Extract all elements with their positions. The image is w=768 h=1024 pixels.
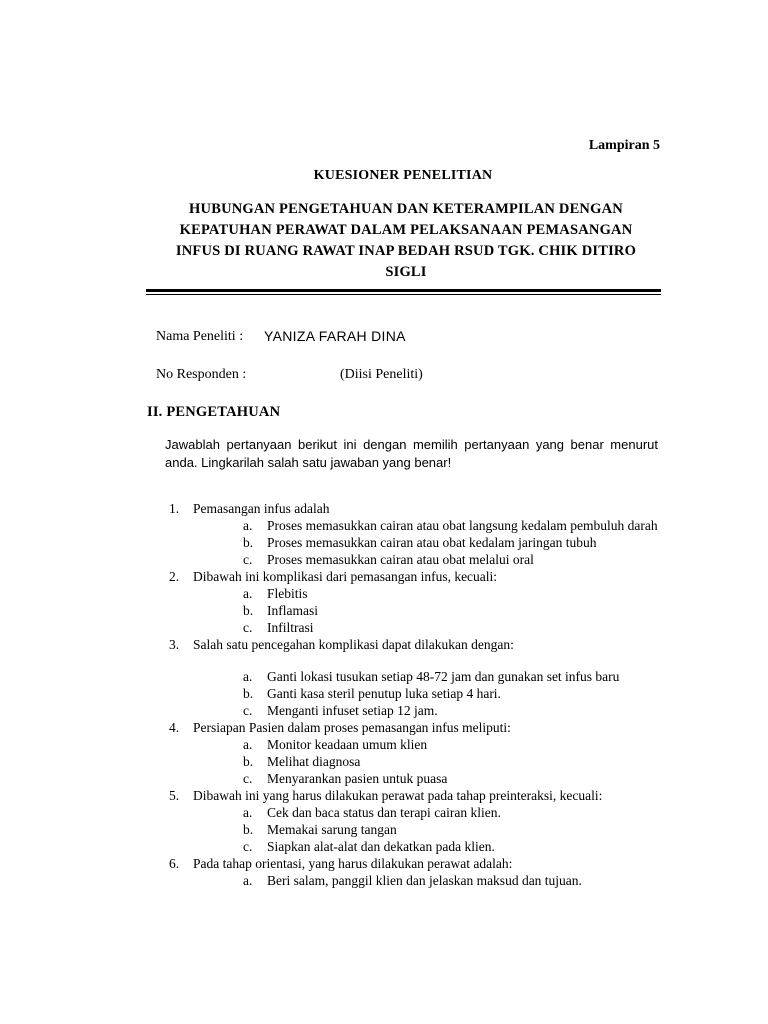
question-text: Pemasangan infus adalah: [193, 501, 330, 516]
option-text: Proses memasukkan cairan atau obat melalui oral: [267, 552, 534, 567]
answer-option[interactable]: [193, 770, 659, 787]
answer-option[interactable]: [193, 872, 659, 889]
question-text: Salah satu pencegahan komplikasi dapat dilakukan dengan:: [193, 637, 514, 652]
title-line: HUBUNGAN PENGETAHUAN DAN KETERAMPILAN DENGAN: [189, 201, 623, 217]
option-text: Memakai sarung tangan: [267, 822, 397, 837]
option-letter: c.: [243, 552, 253, 567]
answer-option[interactable]: [193, 838, 659, 855]
questionnaire-heading: KUESIONER PENELITIAN: [313, 168, 493, 183]
option-letter: b.: [243, 603, 254, 618]
option-text: Proses memasukkan cairan atau obat langsung kedalam pembuluh darah: [267, 518, 658, 533]
option-letter: a.: [243, 873, 253, 888]
option-text: Cek dan baca status dan terapi cairan klien.: [267, 805, 501, 820]
question-number: 4.: [169, 720, 180, 735]
question-item: [165, 500, 659, 568]
option-list: [193, 872, 659, 889]
research-title: [140, 199, 672, 283]
option-letter: c.: [243, 703, 253, 718]
title-line: INFUS DI RUANG RAWAT INAP BEDAH RSUD TGK. CHIK DITIRO: [175, 243, 637, 259]
question-list: [165, 500, 659, 889]
answer-option[interactable]: [193, 668, 659, 685]
answer-option[interactable]: [193, 585, 659, 602]
option-text: Melihat diagnosa: [267, 754, 361, 769]
question-number: 5.: [169, 788, 180, 803]
question-item: [165, 636, 659, 719]
respondent-number-value: (Diisi Peneliti): [340, 367, 423, 382]
option-text: Ganti lokasi tusukan setiap 48-72 jam dan gunakan set infus baru: [267, 669, 620, 684]
researcher-name-value: YANIZA FARAH DINA: [264, 328, 406, 344]
option-letter: b.: [243, 754, 254, 769]
section-heading: II. PENGETAHUAN: [147, 404, 281, 420]
option-letter: c.: [243, 620, 253, 635]
option-letter: a.: [243, 586, 253, 601]
answer-option[interactable]: [193, 804, 659, 821]
option-list: [193, 585, 659, 636]
answer-option[interactable]: [193, 753, 659, 770]
option-list: [193, 804, 659, 855]
option-text: Proses memasukkan cairan atau obat kedalam jaringan tubuh: [267, 535, 597, 550]
respondent-number-label: No Responden :: [156, 367, 247, 382]
researcher-name-label: Nama Peneliti :: [156, 329, 244, 344]
question-item: [165, 787, 659, 855]
option-text: Siapkan alat-alat dan dekatkan pada klien.: [267, 839, 495, 854]
question-text: Dibawah ini yang harus dilakukan perawat pada tahap preinteraksi, kecuali:: [193, 788, 603, 803]
option-text: Beri salam, panggil klien dan jelaskan maksud dan tujuan.: [267, 873, 582, 888]
answer-option[interactable]: [193, 551, 659, 568]
question-item: [165, 568, 659, 636]
title-line: KEPATUHAN PERAWAT DALAM PELAKSANAAN PEMASANGAN: [179, 222, 633, 238]
answer-option[interactable]: [193, 602, 659, 619]
option-text: Flebitis: [267, 586, 308, 601]
answer-option[interactable]: [193, 821, 659, 838]
option-letter: c.: [243, 839, 253, 854]
option-list: [193, 517, 659, 568]
option-text: Menganti infuset setiap 12 jam.: [267, 703, 438, 718]
question-text: Pada tahap orientasi, yang harus dilakukan perawat adalah:: [193, 856, 513, 871]
answer-option[interactable]: [193, 619, 659, 636]
option-list: [193, 668, 659, 719]
answer-option[interactable]: [193, 534, 659, 551]
question-item: [165, 719, 659, 787]
question-number: 1.: [169, 501, 180, 516]
option-list: [193, 736, 659, 787]
question-item: [165, 855, 659, 889]
title-divider-thin: [146, 294, 661, 295]
option-letter: a.: [243, 737, 253, 752]
option-letter: a.: [243, 518, 253, 533]
question-number: 3.: [169, 637, 180, 652]
option-letter: b.: [243, 686, 254, 701]
option-letter: b.: [243, 535, 254, 550]
title-line: SIGLI: [385, 264, 427, 280]
question-number: 6.: [169, 856, 180, 871]
appendix-label: Lampiran 5: [588, 138, 660, 153]
option-text: Ganti kasa steril penutup luka setiap 4 hari.: [267, 686, 501, 701]
question-number: 2.: [169, 569, 180, 584]
option-letter: a.: [243, 805, 253, 820]
option-text: Monitor keadaan umum klien: [267, 737, 428, 752]
question-text: Persiapan Pasien dalam proses pemasangan infus meliputi:: [193, 720, 511, 735]
answer-option[interactable]: [193, 517, 659, 534]
answer-option[interactable]: [193, 736, 659, 753]
option-text: Menyarankan pasien untuk puasa: [267, 771, 448, 786]
option-text: Inflamasi: [267, 603, 318, 618]
option-text: Infiltrasi: [267, 620, 314, 635]
title-divider-thick: [146, 289, 661, 292]
option-letter: c.: [243, 771, 253, 786]
question-text: Dibawah ini komplikasi dari pemasangan infus, kecuali:: [193, 569, 498, 584]
instruction-text: Jawablah pertanyaan berikut ini dengan memilih pertanyaan yang benar menurut anda. Lingkarilah salah satu jawaban yang benar!: [165, 437, 658, 470]
spacer: [193, 653, 659, 668]
answer-option[interactable]: [193, 702, 659, 719]
option-letter: a.: [243, 669, 253, 684]
answer-option[interactable]: [193, 685, 659, 702]
option-letter: b.: [243, 822, 254, 837]
